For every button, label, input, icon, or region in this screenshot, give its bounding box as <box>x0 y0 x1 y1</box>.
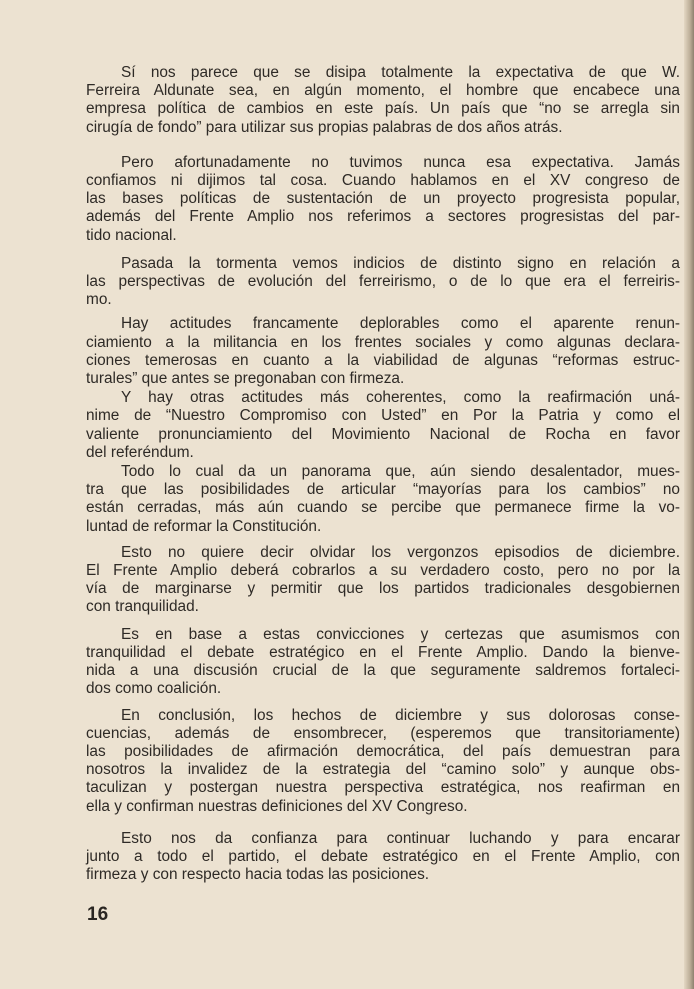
paragraph <box>86 463 680 536</box>
paragraph <box>86 626 680 699</box>
text-line: ciamiento a la militancia en los frentes sociales y como algunas declara- <box>86 333 680 351</box>
text-line: empresa política de cambios en este país. Un país que “no se arregla sin <box>86 100 680 118</box>
text-line: valiente pronunciamiento del Movimiento Nacional de Rocha en favor <box>86 425 680 443</box>
text-line: cirugía de fondo” para utilizar sus propias palabras de dos años atrás. <box>86 118 563 136</box>
text-line: Sí nos parece que se disipa totalmente la expectativa de que W. <box>121 64 680 81</box>
text-line: junto a todo el partido, el debate estratégico en el Frente Amplio, con <box>86 847 680 865</box>
text-line: Pasada la tormenta vemos indicios de distinto signo en relación a <box>121 254 680 272</box>
text-line: nida a una discusión crucial de la que seguramente saldremos fortaleci- <box>86 662 680 680</box>
text-line: ciones temerosas en cuanto a la viabilidad de algunas “reformas estruc- <box>86 351 680 369</box>
text-line: Esto nos da confianza para continuar luchando y para encarar <box>121 829 680 847</box>
paragraph <box>86 64 680 137</box>
text-line: cuencias, además de ensombrecer, (esperemos que transitoriamente) <box>86 724 680 742</box>
text-line: Esto no quiere decir olvidar los vergonzos episodios de diciembre. <box>121 543 680 561</box>
text-line: están cerradas, más aún cuando se percibe que permanece firme la vo- <box>86 499 680 517</box>
text-line: En conclusión, los hechos de diciembre y sus dolorosas conse- <box>121 706 680 724</box>
text-line: Todo lo cual da un panorama que, aún siendo desalentador, mues- <box>121 463 680 481</box>
text-line: luntad de reformar la Constitución. <box>86 517 322 535</box>
text-line: Es en base a estas convicciones y certezas que asumismos con <box>121 625 680 643</box>
paragraph <box>86 830 680 885</box>
body-text <box>86 64 680 884</box>
text-line: tra que las posibilidades de articular “mayorías para los cambios” no <box>86 481 680 499</box>
text-line: dos como coalición. <box>86 680 222 698</box>
text-line: Y hay otras actitudes más coherentes, como la reafirmación uná- <box>121 389 680 407</box>
paragraph <box>86 315 680 388</box>
text-line: mo. <box>86 291 112 309</box>
text-line: con tranquilidad. <box>86 598 199 616</box>
text-line: además del Frente Amplio nos referimos a sectores progresistas del par- <box>86 208 680 226</box>
text-line: taculizan y postergan nuestra perspectiva estratégica, nos reafirman en <box>86 779 680 797</box>
page-number: 16 <box>87 904 109 925</box>
paragraph <box>86 154 680 245</box>
text-line: del referéndum. <box>86 443 194 461</box>
text-line: confiamos ni dijimos tal cosa. Cuando hablamos en el XV congreso de <box>86 172 680 190</box>
text-line: las posibilidades de afirmación democrática, del país demuestran para <box>86 742 680 760</box>
text-line: vía de marginarse y permitir que los partidos tradicionales desgobiernen <box>86 580 680 598</box>
text-line: firmeza y con respecto hacia todas las posiciones. <box>86 866 430 884</box>
paragraph <box>86 707 680 816</box>
page-edge-shadow <box>684 0 694 989</box>
text-line: Ferreira Aldunate sea, en algún momento, el hombre que encabece una <box>86 82 680 100</box>
text-line: nosotros la invalidez de la estrategia del “camino solo” y aunque obs- <box>86 761 680 779</box>
text-line: las bases políticas de sustentación de un proyecto progresista popular, <box>86 190 680 208</box>
text-line: nime de “Nuestro Compromiso con Usted” en Por la Patria y como el <box>86 407 680 425</box>
text-line: turales” que antes se pregonaban con firmeza. <box>86 370 405 388</box>
text-line: El Frente Amplio deberá cobrarlos a su verdadero costo, pero no por la <box>86 562 680 580</box>
text-line: tranquilidad el debate estratégico en el Frente Amplio. Dando la bienve- <box>86 643 680 661</box>
text-line: Pero afortunadamente no tuvimos nunca esa expectativa. Jamás <box>121 153 680 171</box>
text-line: Hay actitudes francamente deplorables como el aparente renun- <box>121 315 680 333</box>
text-line: ella y confirman nuestras definiciones del XV Congreso. <box>86 797 468 815</box>
paragraph <box>86 544 680 617</box>
text-line: tido nacional. <box>86 226 177 244</box>
text-line: las perspectivas de evolución del ferreirismo, o de lo que era el ferreiris- <box>86 273 680 291</box>
paragraph <box>86 389 680 462</box>
paragraph <box>86 255 680 310</box>
